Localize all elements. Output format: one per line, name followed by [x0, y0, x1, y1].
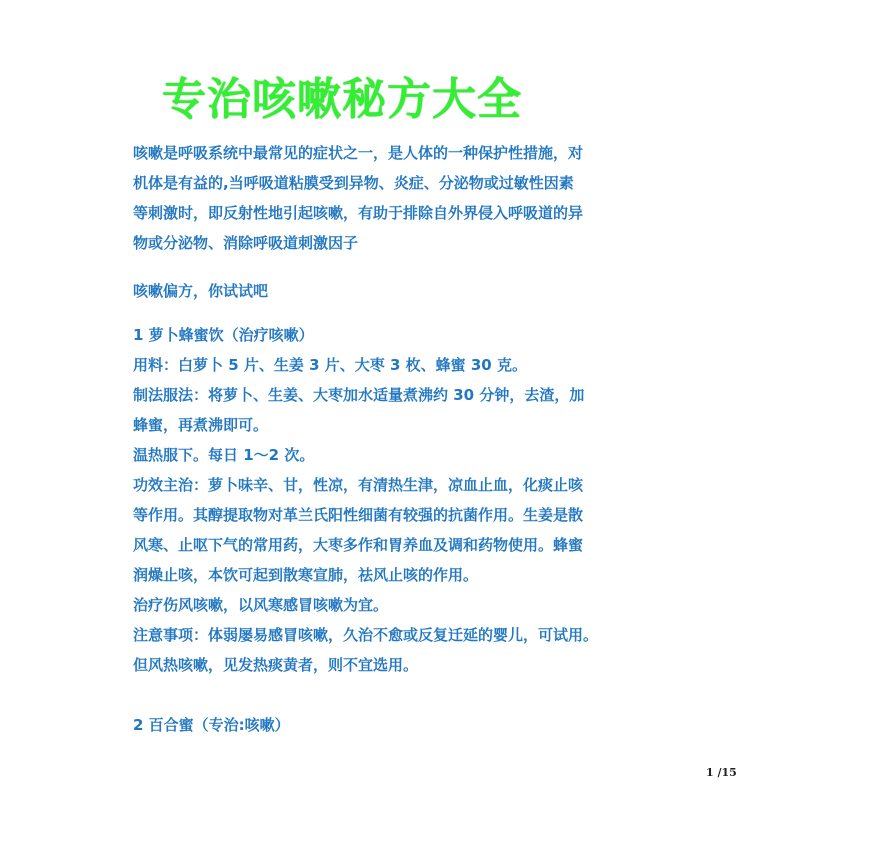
recipe-method-line: 蜂蜜，再煮沸即可。 — [133, 416, 269, 434]
recipe-effect-line: 功效主治：萝卜味辛、甘，性凉，有清热生津，凉血止血，化痰止咳 — [133, 476, 584, 494]
intro-line: 等刺激时，即反射性地引起咳嗽，有助于排除自外界侵入呼吸道的异 — [133, 204, 584, 222]
recipe-effect-line: 风寒、止呕下气的常用药，大枣多作和胃养血及调和药物使用。蜂蜜 — [133, 536, 584, 554]
document-title: 专治咳嗽秘方大全 — [162, 74, 522, 125]
recipe-effect-line: 等作用。其醇提取物对革兰氏阳性细菌有较强的抗菌作用。生姜是散 — [133, 506, 584, 524]
recipe-method-line: 制法服法：将萝卜、生姜、大枣加水适量煮沸约 30 分钟，去渣，加 — [133, 386, 585, 404]
recipe-notes-line: 但风热咳嗽，见发热痰黄者，则不宜选用。 — [133, 656, 419, 674]
recipe-effect-line: 润燥止咳，本饮可起到散寒宣肺，祛风止咳的作用。 — [133, 566, 479, 584]
recipe-indication: 治疗伤风咳嗽，以风寒感冒咳嗽为宜。 — [133, 596, 389, 614]
intro-line: 机体是有益的,当呼吸道粘膜受到异物、炎症、分泌物或过敏性因素 — [133, 174, 574, 192]
intro-paragraph — [133, 138, 743, 258]
page-number: 1 /15 — [706, 766, 737, 779]
recipe-dosage: 温热服下。每日 1～2 次。 — [133, 446, 315, 464]
intro-line: 物或分泌物、消除呼吸道刺激因子 — [133, 234, 359, 252]
recipe-notes-line: 注意事项：体弱屡易感冒咳嗽，久治不愈或反复迁延的婴儿，可试用。 — [133, 626, 599, 644]
subheading-text: 咳嗽偏方，你试试吧 — [133, 282, 269, 300]
intro-line: 咳嗽是呼吸系统中最常见的症状之一，是人体的一种保护性措施，对 — [133, 144, 584, 162]
recipe-heading: 1 萝卜蜂蜜饮（治疗咳嗽） — [133, 326, 314, 344]
recipe-1 — [133, 320, 743, 680]
recipe-ingredients: 用料：白萝卜 5 片、生姜 3 片、大枣 3 枚、蜂蜜 30 克。 — [133, 356, 527, 374]
recipe-heading: 2 百合蜜（专治:咳嗽） — [133, 716, 290, 734]
section-subheading — [133, 276, 743, 306]
recipe-2 — [133, 710, 743, 740]
